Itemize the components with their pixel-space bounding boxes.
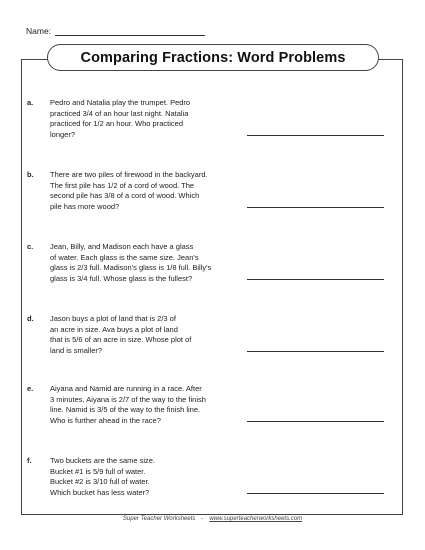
problem-line: land is smaller? [50, 345, 103, 355]
answer-line[interactable] [247, 421, 384, 422]
footer-separator: - [201, 516, 204, 522]
problem-letter: c. [27, 242, 34, 251]
problem-line: line. Namid is 3/5 of the way to the finish line. [50, 405, 201, 415]
problem-line: Two buckets are the same size. [50, 456, 156, 465]
problem-b [27, 170, 397, 230]
problem-text [50, 314, 280, 356]
problem-c [27, 242, 397, 302]
problem-text [50, 456, 280, 498]
problem-line: practiced 3/4 of an hour last night. Natalia [50, 108, 189, 118]
answer-line[interactable] [247, 207, 384, 208]
footer-url-link[interactable]: www.superteacherworksheets.com [209, 516, 303, 522]
problem-a [27, 98, 397, 158]
problem-line: longer? [50, 129, 76, 139]
problem-text [50, 242, 280, 284]
footer [0, 516, 425, 522]
problem-line: Aiyana and Namid are running in a race. After [50, 384, 202, 393]
problem-line: Jean, Billy, and Madison each have a glass [50, 242, 194, 251]
problem-line: that is 5/6 of an acre in size. Whose plot of [50, 335, 192, 345]
answer-line[interactable] [247, 135, 384, 136]
answer-line[interactable] [247, 279, 384, 280]
problem-line: Which bucket has less water? [50, 487, 150, 497]
page-title: Comparing Fractions: Word Problems [47, 44, 379, 71]
problem-text [50, 98, 280, 140]
problem-line: second pile has 3/8 of a cord of wood. Which [50, 191, 200, 201]
problem-letter: f. [27, 456, 32, 465]
name-label: Name: [26, 26, 52, 36]
problem-d [27, 314, 397, 374]
problem-line: pile has more wood? [50, 201, 120, 211]
footer-brand: Super Teacher Worksheets [122, 516, 196, 522]
answer-line[interactable] [247, 493, 384, 494]
problem-e [27, 384, 397, 444]
problem-letter: d. [27, 314, 34, 323]
problem-line: an acre in size. Ava buys a plot of land [50, 324, 178, 334]
problem-letter: b. [27, 170, 34, 179]
problem-letter: e. [27, 384, 34, 393]
name-row [26, 26, 205, 36]
problem-line: glass is 3/4 full. Whose glass is the fullest? [50, 273, 193, 283]
problem-line: practiced for 1/2 an hour. Who practiced [50, 119, 183, 129]
answer-line[interactable] [247, 351, 384, 352]
problem-text [50, 170, 280, 212]
problem-letter: a. [27, 98, 34, 107]
name-field[interactable] [55, 26, 205, 36]
problem-text [50, 384, 280, 426]
problem-f [27, 456, 397, 516]
problem-line: Pedro and Natalia play the trumpet. Pedro [50, 98, 191, 107]
problem-line: Bucket #1 is 5/9 full of water. [50, 466, 146, 476]
problem-line: 3 minutes, Aiyana is 2/7 of the way to the finish [50, 394, 206, 404]
problem-line: glass is 2/3 full. Madison's glass is 1/8 full. Billy's [50, 263, 212, 273]
problem-line: The first pile has 1/2 of a cord of wood. The [50, 180, 195, 190]
problem-line: Bucket #2 is 3/10 full of water. [50, 477, 150, 487]
problem-line: Who is further ahead in the race? [50, 415, 161, 425]
problem-line: Jason buys a plot of land that is 2/3 of [50, 314, 176, 323]
problem-line: of water. Each glass is the same size. Jean's [50, 252, 199, 262]
problem-line: There are two piles of firewood in the backyard. [50, 170, 208, 179]
